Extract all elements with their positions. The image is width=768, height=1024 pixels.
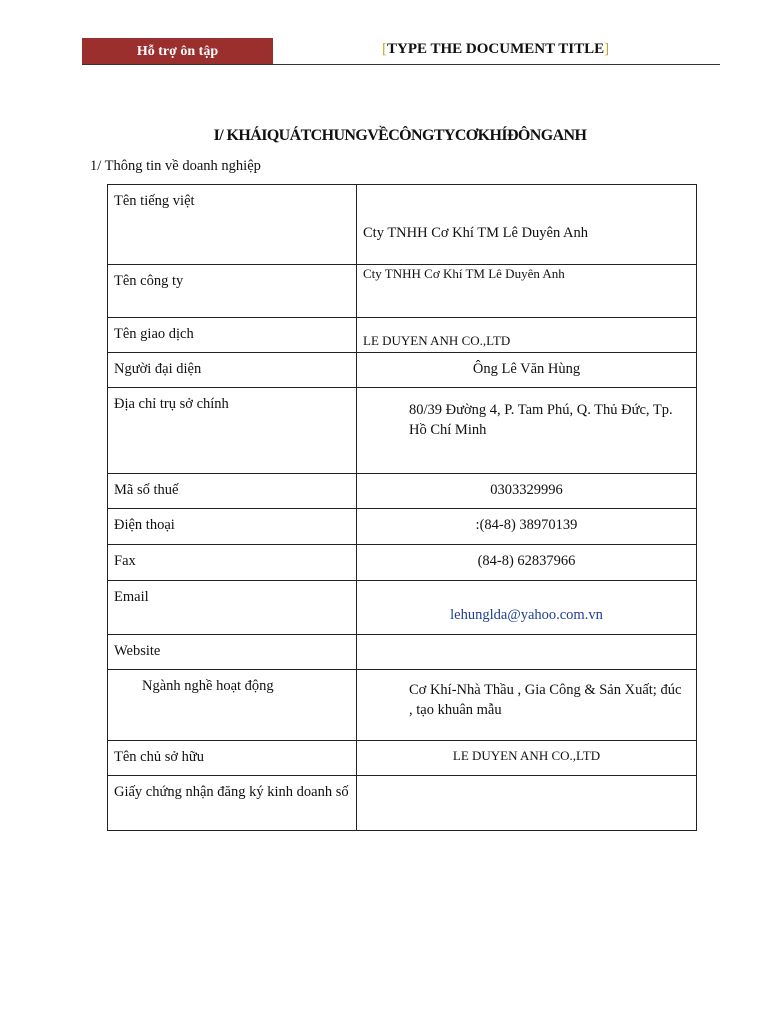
subsection-heading: 1/ Thông tin về doanh nghiệp	[90, 158, 261, 174]
table-row	[108, 185, 697, 265]
table-row	[108, 581, 697, 635]
open-bracket: [	[382, 41, 387, 57]
row-label: Tên chủ sở hữu	[108, 741, 357, 776]
table-row	[108, 635, 697, 670]
row-value: :(84-8) 38970139	[357, 509, 697, 545]
row-value: Cty TNHH Cơ Khí TM Lê Duyên Anh	[357, 265, 697, 318]
row-label: Mã số thuế	[108, 474, 357, 509]
table-row	[108, 545, 697, 581]
row-label: Fax	[108, 545, 357, 581]
row-label: Email	[108, 581, 357, 635]
row-label: Điện thoại	[108, 509, 357, 545]
row-value: LE DUYEN ANH CO.,LTD	[357, 318, 697, 353]
table-row	[108, 318, 697, 353]
header-tab: Hỗ trợ ôn tập	[82, 38, 273, 65]
row-label: Ngành nghề hoạt động	[108, 670, 357, 741]
close-bracket: ]	[604, 41, 610, 57]
row-value: Ông Lê Văn Hùng	[357, 353, 697, 388]
table-row	[108, 776, 697, 831]
row-value: Cty TNHH Cơ Khí TM Lê Duyên Anh	[357, 185, 697, 265]
table-row	[108, 670, 697, 741]
row-label: Website	[108, 635, 357, 670]
document-title	[382, 41, 609, 58]
table-row	[108, 265, 697, 318]
row-label: Địa chỉ trụ sở chính	[108, 388, 357, 474]
document-title-text: TYPE THE DOCUMENT TITLE	[387, 41, 605, 57]
row-value: LE DUYEN ANH CO.,LTD	[357, 741, 697, 776]
table-row	[108, 741, 697, 776]
table-row	[108, 388, 697, 474]
table-row	[108, 353, 697, 388]
row-label: Tên giao dịch	[108, 318, 357, 353]
row-value: 80/39 Đường 4, P. Tam Phú, Q. Thủ Đức, Tp. Hồ Chí Minh	[357, 388, 697, 474]
row-value: (84-8) 62837966	[357, 545, 697, 581]
email-link[interactable]: lehunglda@yahoo.com.vn	[357, 581, 697, 635]
row-label: Tên tiếng việt	[108, 185, 357, 265]
header-divider	[82, 64, 720, 65]
table-row	[108, 474, 697, 509]
section-title: I/ KHÁIQUÁTCHUNGVỀCÔNGTYCƠKHÍĐÔNGANH	[213, 127, 587, 144]
row-label: Giấy chứng nhận đăng ký kinh doanh số	[108, 776, 357, 831]
row-label: Tên công ty	[108, 265, 357, 318]
table-row	[108, 509, 697, 545]
row-value	[357, 776, 697, 831]
row-label: Người đại diện	[108, 353, 357, 388]
row-value: 0303329996	[357, 474, 697, 509]
company-info-table	[107, 184, 697, 831]
row-value	[357, 635, 697, 670]
row-value: Cơ Khí-Nhà Thầu , Gia Công & Sản Xuất; đúc , tạo khuân mẫu	[357, 670, 697, 741]
